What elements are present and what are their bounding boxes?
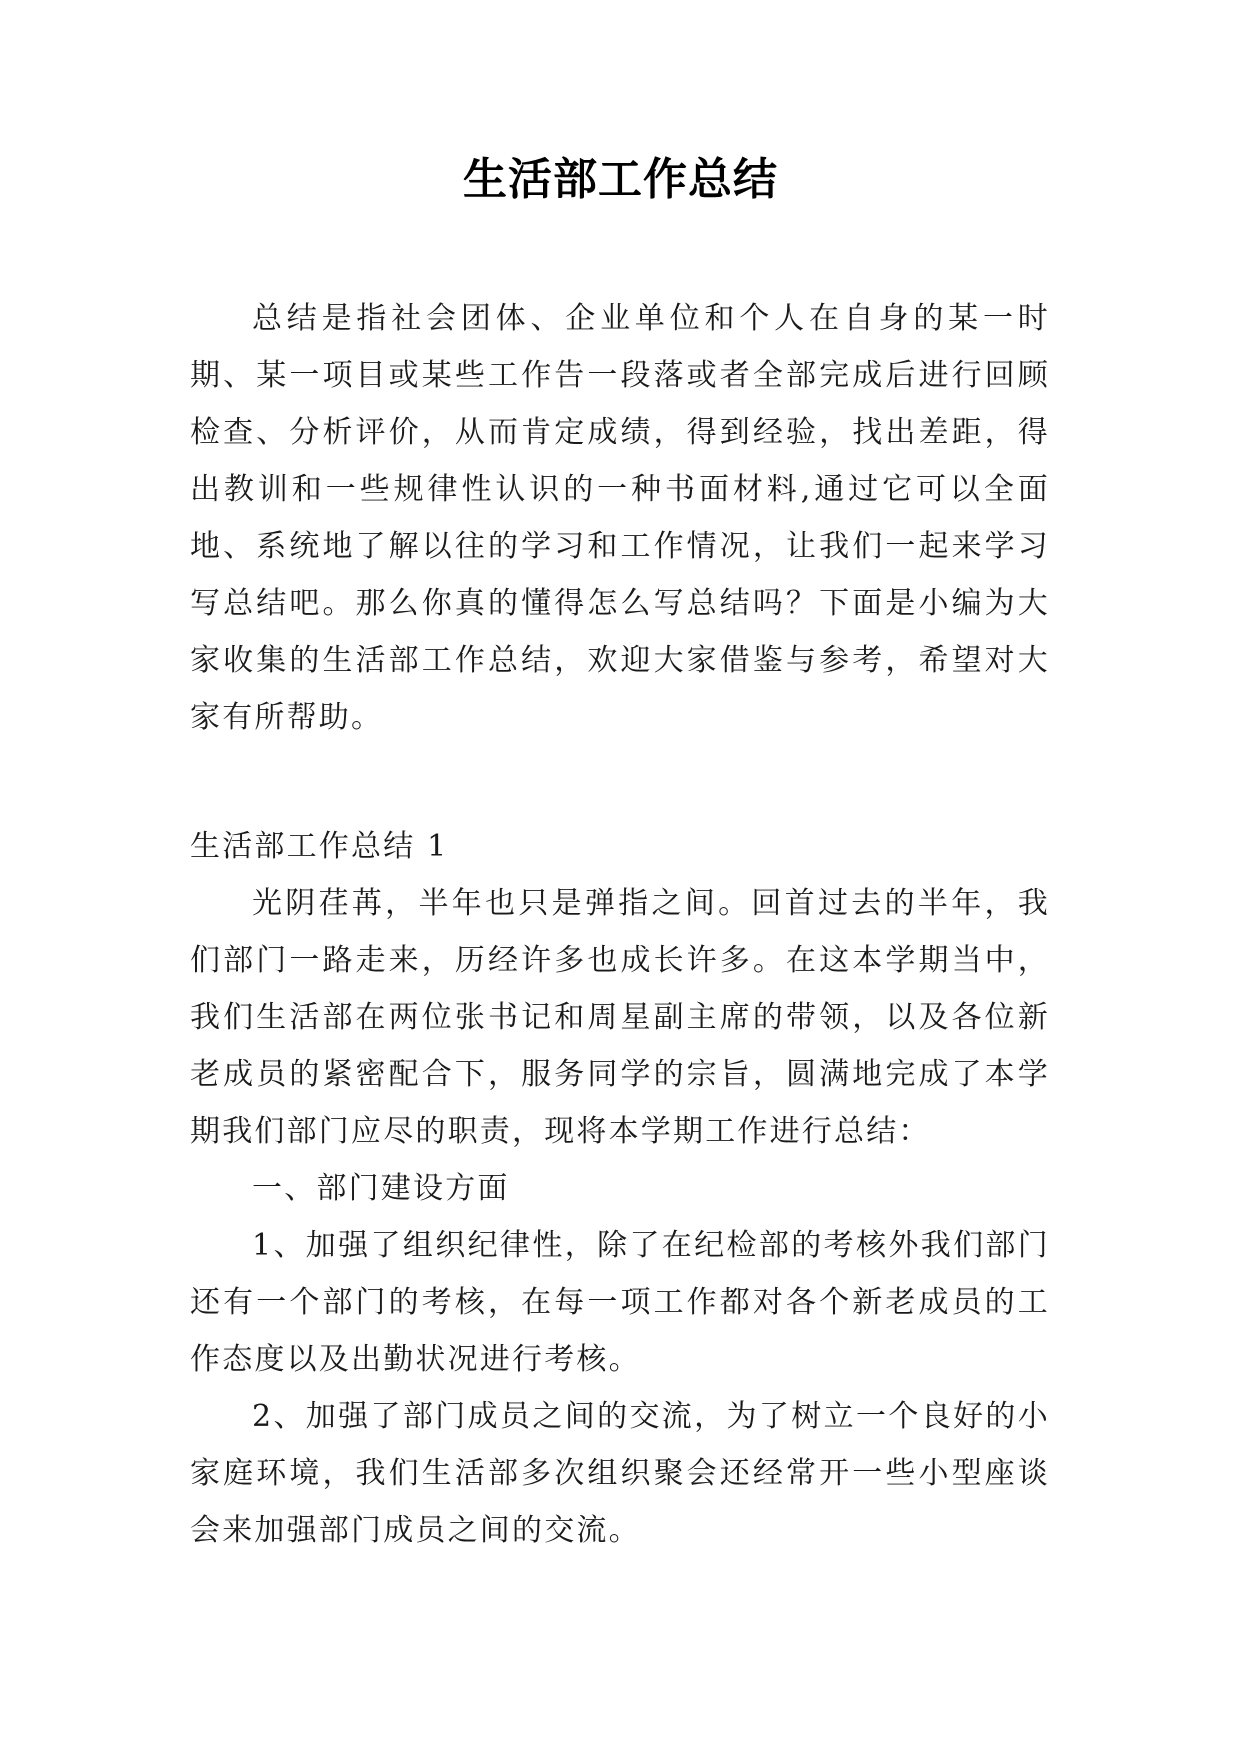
document-title: 生活部工作总结 (463, 154, 778, 205)
intro-paragraph: 总结是指社会团体、企业单位和个人在自身的某一时期、某一项目或某些工作告一段落或者全部完成后进行回顾检查、分析评价，从而肯定成绩，得到经验，找出差距，得出教训和一些规律性认识的一种书面材料,通过它可以全面地、系统地了解以往的学习和工作情况，让我们一起来学习写总结吧。那么你真的懂得怎么写总结吗？下面是小编为大家收集的生活部工作总结，欢迎大家借鉴与参考，希望对大家有所帮助。 (190, 301, 1050, 735)
list-item-2: 2、加强了部门成员之间的交流，为了树立一个良好的小家庭环境，我们生活部多次组织聚会还经常开一些小型座谈会来加强部门成员之间的交流。 (190, 1399, 1050, 1548)
list-item-1: 1、加强了组织纪律性，除了在纪检部的考核外我们部门还有一个部门的考核，在每一项工作都对各个新老成员的工作态度以及出勤状况进行考核。 (190, 1228, 1050, 1377)
section-paragraph: 光阴荏苒，半年也只是弹指之间。回首过去的半年，我们部门一路走来，历经许多也成长许多。在这本学期当中，我们生活部在两位张书记和周星副主席的带领，以及各位新老成员的紧密配合下，服务同学的宗旨，圆满地完成了本学期我们部门应尽的职责，现将本学期工作进行总结： (190, 886, 1050, 1149)
subheading-department-building: 一、部门建设方面 (252, 1171, 510, 1206)
document-body (190, 290, 1050, 1559)
section-title: 生活部工作总结 1 (190, 829, 449, 864)
